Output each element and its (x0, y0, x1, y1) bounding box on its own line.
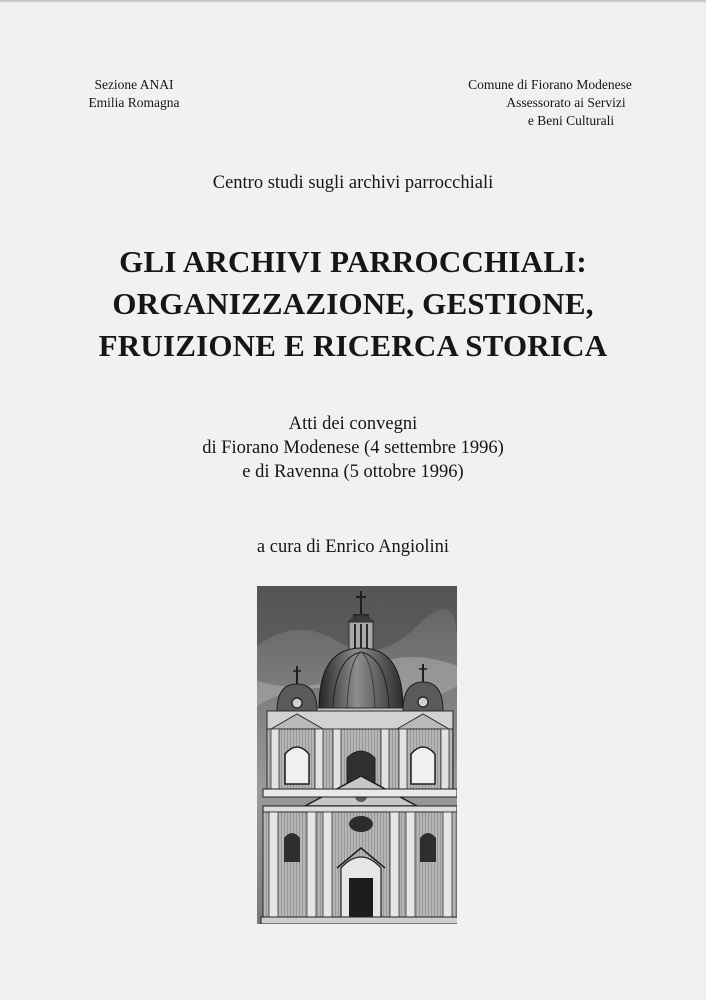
book-title (0, 241, 706, 367)
book-title-line3: FRUIZIONE E RICERCA STORICA (98, 328, 608, 363)
publisher-right-line1: Comune di Fiorano Modenese (468, 77, 632, 92)
book-subtitle (0, 412, 706, 484)
editor-credit: a cura di Enrico Angiolini (256, 537, 450, 557)
series-name: Centro studi sugli archivi parrocchiali (212, 173, 494, 193)
subtitle-line1: Atti dei convegni (288, 414, 418, 434)
publisher-left (64, 76, 204, 112)
publisher-right (440, 76, 660, 130)
publisher-right-line2: Assessorato ai Servizi (506, 95, 626, 110)
subtitle-line3: e di Ravenna (5 ottobre 1996) (242, 462, 464, 482)
church-facade-engraving-icon (257, 586, 457, 924)
publisher-left-line2: Emilia Romagna (88, 95, 180, 110)
publisher-right-line3: e Beni Culturali (527, 113, 615, 128)
publisher-left-line1: Sezione ANAI (94, 77, 174, 92)
book-title-line1: GLI ARCHIVI PARROCCHIALI: (119, 244, 587, 279)
scan-edge (0, 0, 706, 3)
subtitle-line2: di Fiorano Modenese (4 settembre 1996) (202, 438, 504, 458)
book-title-line2: ORGANIZZAZIONE, GESTIONE, (112, 286, 594, 321)
